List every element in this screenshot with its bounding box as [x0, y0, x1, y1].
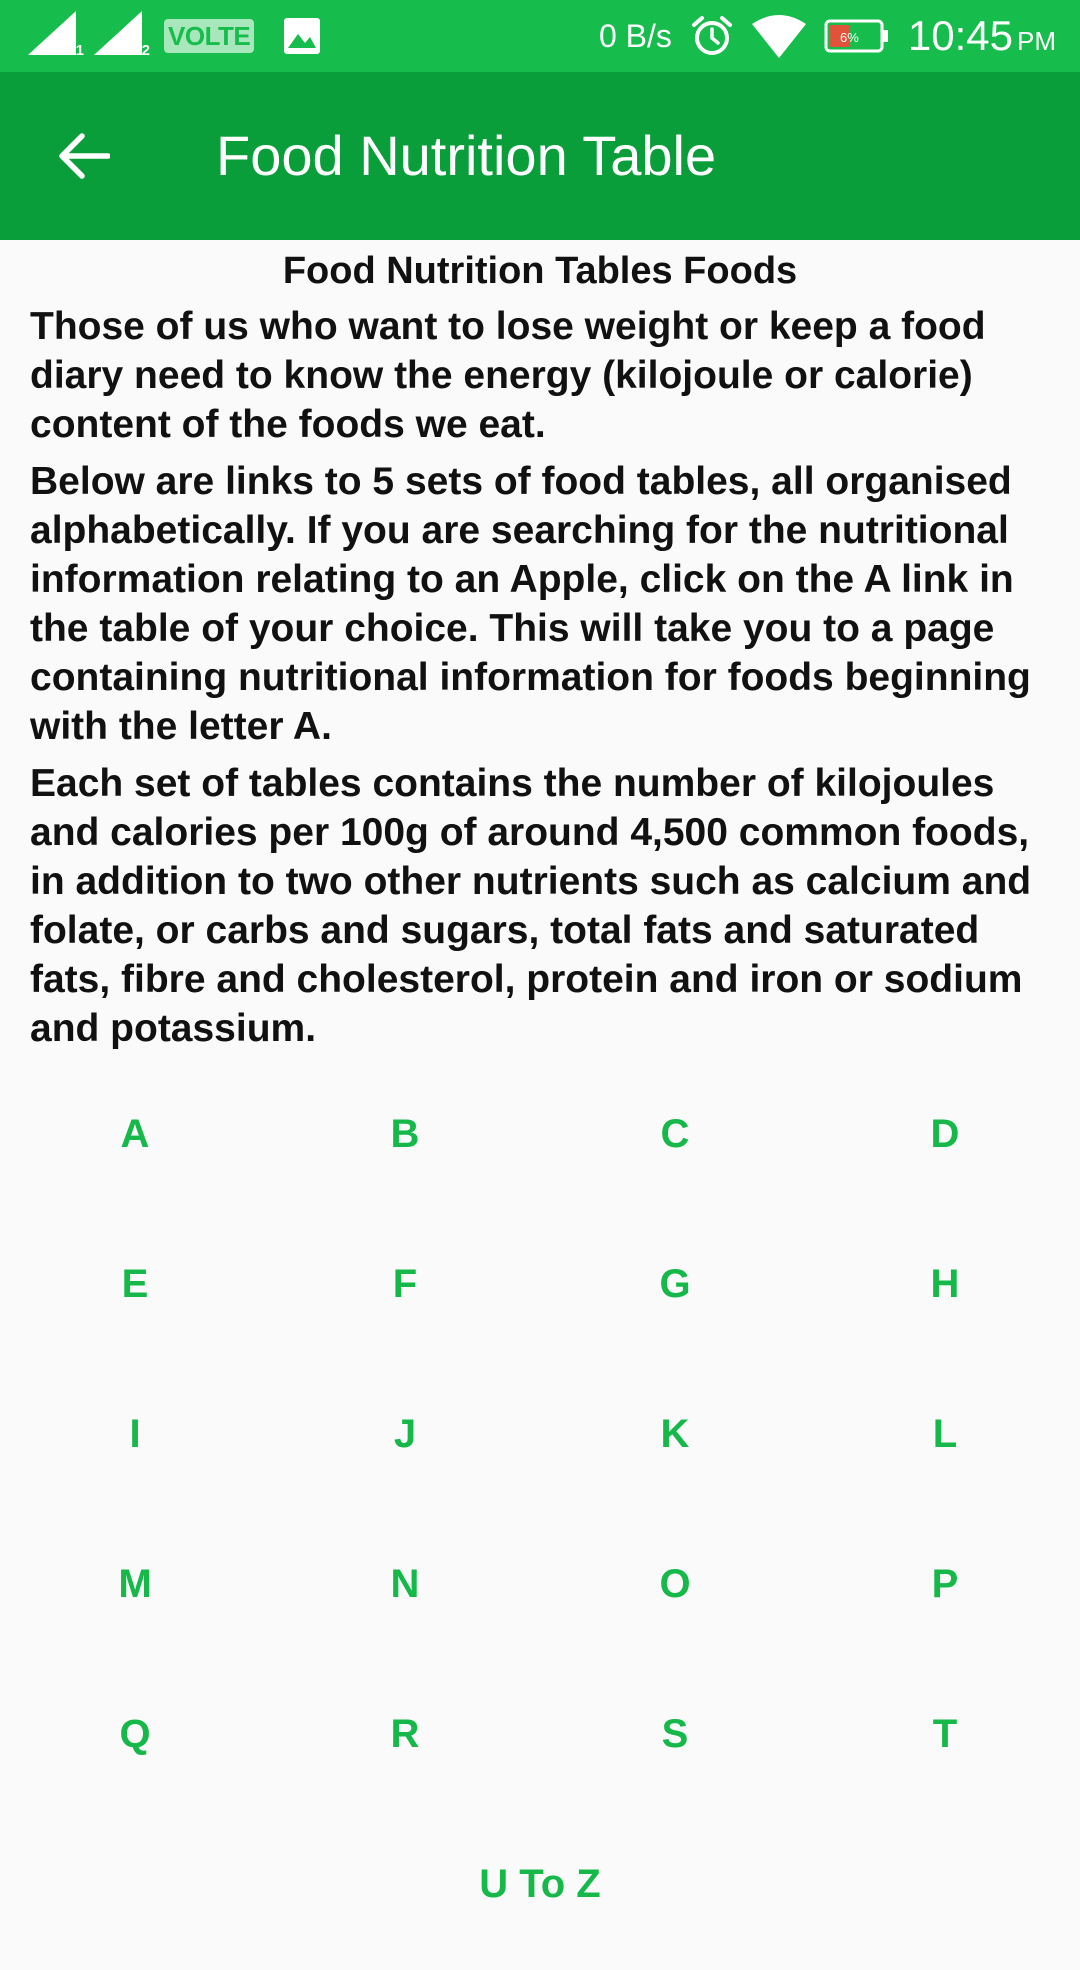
clock-time: 10:45 — [907, 12, 1013, 59]
letter-link-t[interactable]: T — [932, 1712, 958, 1756]
main-content — [0, 240, 1080, 1053]
page-heading: Food Nutrition Tables Foods — [282, 250, 798, 292]
signal-icon — [94, 11, 150, 61]
sim1-label: 1 — [75, 42, 84, 59]
letter-link-r[interactable]: R — [390, 1712, 420, 1756]
clock-ampm: PM — [1017, 26, 1056, 56]
battery-level: 6% — [839, 30, 859, 45]
volte-badge: VOLTE — [164, 19, 254, 53]
letter-link-d[interactable]: D — [930, 1112, 960, 1156]
arrow-left-icon — [58, 132, 110, 180]
letter-link-c[interactable]: C — [660, 1112, 690, 1156]
letter-link-q[interactable]: Q — [119, 1712, 151, 1756]
wifi-icon — [752, 14, 806, 58]
letter-link-f[interactable]: F — [392, 1262, 418, 1306]
letter-link-l[interactable]: L — [932, 1412, 958, 1456]
alarm-icon — [690, 14, 734, 58]
clock — [908, 12, 1056, 60]
back-button[interactable] — [40, 112, 128, 200]
letter-link-a[interactable]: A — [120, 1112, 150, 1156]
letter-link-k[interactable]: K — [660, 1412, 690, 1456]
letter-grid — [0, 1070, 1080, 1970]
letter-link-m[interactable]: M — [118, 1562, 152, 1606]
letter-link-j[interactable]: J — [393, 1412, 417, 1456]
network-speed: 0 B/s — [598, 17, 672, 54]
letter-link-s[interactable]: S — [661, 1712, 689, 1756]
letter-link-n[interactable]: N — [390, 1562, 420, 1606]
app-bar — [0, 72, 1080, 240]
signal-icon — [28, 11, 84, 61]
status-bar — [0, 0, 1080, 72]
letter-link-g[interactable]: G — [659, 1262, 691, 1306]
status-bar-left — [28, 0, 322, 72]
status-bar-right — [599, 0, 1056, 72]
letter-link-u-to-z[interactable]: U To Z — [479, 1862, 601, 1906]
letter-link-i[interactable]: I — [129, 1412, 141, 1456]
letter-link-o[interactable]: O — [659, 1562, 691, 1606]
description-paragraph: Each set of tables contains the number of kilojoules and calories per 100g of around 4,500 common foods, in addition to two other nutrients such as calcium and folate, or carbs and sugars, total fats and saturated fats, fibre and cholesterol, protein and iron or sodium and potassium. — [30, 762, 1032, 1050]
intro-paragraph: Those of us who want to lose weight or keep a food diary need to know the energy (kilojoule or calorie) content of the foods we eat. — [30, 305, 986, 446]
instructions-paragraph: Below are links to 5 sets of food tables, all organised alphabetically. If you are searching for the nutritional information relating to an Apple, click on the A link in the table of your choice. This will take you to a page containing nutritional information for foods beginning with the letter A. — [30, 460, 1031, 748]
image-icon — [282, 16, 322, 56]
sim2-label: 2 — [141, 42, 150, 59]
battery-icon — [824, 19, 890, 53]
letter-link-h[interactable]: H — [930, 1262, 960, 1306]
letter-link-b[interactable]: B — [390, 1112, 420, 1156]
letter-link-p[interactable]: P — [931, 1562, 959, 1606]
app-title: Food Nutrition Table — [216, 124, 717, 187]
letter-link-e[interactable]: E — [121, 1262, 149, 1306]
